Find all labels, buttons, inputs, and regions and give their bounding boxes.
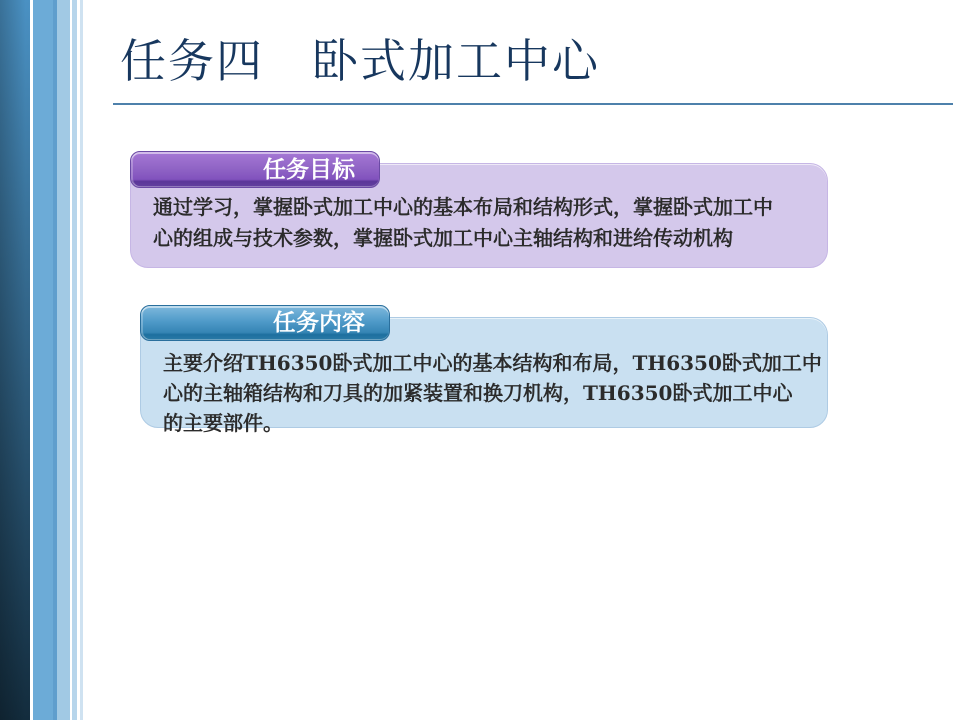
task-content-tab-label: 任务内容 bbox=[273, 309, 365, 336]
text-line: 通过学习，掌握卧式加工中心的基本布局和结构形式，掌握卧式加工中 bbox=[153, 195, 773, 219]
text-line: 的主要部件。 bbox=[163, 411, 283, 435]
task-content-tab bbox=[140, 305, 390, 341]
stripe bbox=[57, 0, 70, 720]
text-line: 主要介绍TH6350卧式加工中心的基本结构和布局，TH6350卧式加工中 bbox=[163, 351, 822, 375]
stripe bbox=[72, 0, 77, 720]
stripe bbox=[33, 0, 53, 720]
task-goal-tab-label: 任务目标 bbox=[263, 156, 355, 183]
task-goal-tab bbox=[130, 151, 380, 188]
text-line: 心的组成与技术参数，掌握卧式加工中心主轴结构和进给传动机构 bbox=[153, 226, 733, 250]
text-line: 心的主轴箱结构和刀具的加紧装置和换刀机构，TH6350卧式加工中心 bbox=[163, 381, 793, 405]
slide-title: 任务四 卧式加工中心 bbox=[120, 34, 600, 88]
stripe-gradient bbox=[0, 0, 30, 720]
stripe bbox=[80, 0, 83, 720]
title-divider bbox=[113, 103, 953, 105]
